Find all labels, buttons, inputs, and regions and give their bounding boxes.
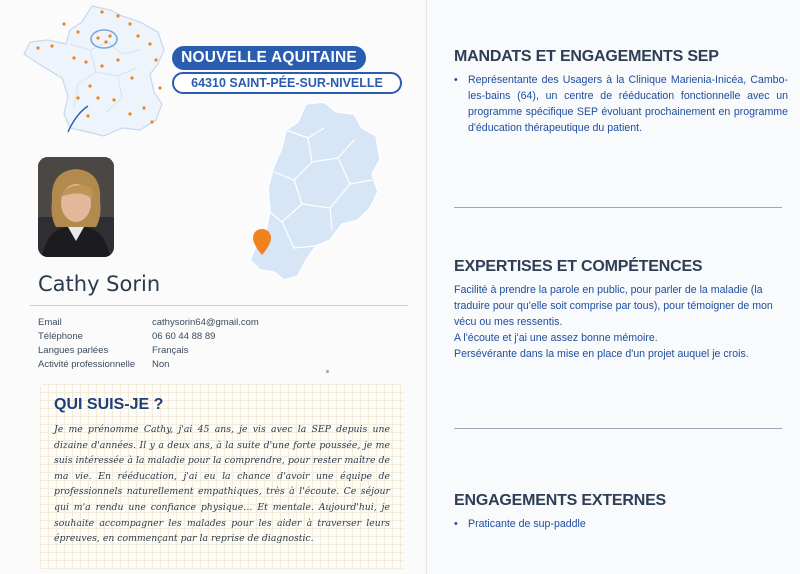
decor-dot: [326, 370, 329, 373]
france-map-icon: [18, 2, 178, 142]
about-text: Je me prénomme Cathy, j'ai 45 ans, je vis avec la SEP depuis une dizaine d'années. Il y a deux ans, à la suite d'une forte poussée, je me suis intéressée à la maladie pour la comprendre, pour rester maître de ma vie. En rééducation, j'ai eu la chance d'avoir une équipe de professionnels naturellement empathiques, très à l'écoute. Ce séjour qui m'a rendu une confiance physique… Et mentale. Aujourd'hui, je souhaite accompagner les malades pour les aider à traverser leurs épreuves, en commençant par la reprise de diagnostic.: [54, 424, 390, 545]
mandats-title: MANDATS ET ENGAGEMENTS SEP: [454, 48, 719, 65]
list-item: • Représentante des Usagers à la Clinique Marienia-Inicéa, Cambo-les-bains (64), un centre de rééducation fonctionnelle avec un programme spécifique SEP évoluant prochainement en programme d'éducation thérapeutique du patient.: [454, 72, 788, 136]
profile-name: Cathy Sorin: [38, 272, 161, 296]
engagements-title: ENGAGEMENTS EXTERNES: [454, 492, 667, 509]
about-box: [40, 384, 404, 570]
expertise-paragraph: Persévérante dans la mise en place d'un projet auquel je crois.: [454, 348, 749, 360]
engagements-list: [454, 516, 788, 532]
languages-value: Français: [152, 345, 189, 356]
expertises-title: EXPERTISES ET COMPÉTENCES: [454, 258, 703, 275]
info-row-email: [38, 316, 259, 330]
divider: [454, 428, 782, 429]
info-row-activity: [38, 358, 259, 372]
city-label: 64310 SAINT-PÉE-SUR-NIVELLE: [172, 72, 402, 94]
mandats-list: [454, 72, 788, 136]
contact-info: [38, 316, 259, 372]
info-label: Langues parlées: [38, 345, 109, 356]
expertise-paragraph: Facilité à prendre la parole en public, pour parler de la maladie (la traduire pour qu'elle soit comprise par tous), pour témoigner de mon vécu ou mes ressentis.: [454, 284, 773, 328]
list-item: • Praticante de sup-paddle: [454, 516, 788, 532]
activity-value: Non: [152, 359, 170, 370]
expertise-paragraph: A l'écoute et j'ai une assez bonne mémoire.: [454, 332, 658, 344]
info-row-languages: [38, 344, 259, 358]
info-label: Téléphone: [38, 331, 83, 342]
email-link[interactable]: [152, 316, 259, 330]
location-pin-icon: [252, 228, 272, 256]
divider: [30, 305, 408, 306]
region-label: NOUVELLE AQUITAINE: [172, 46, 366, 70]
info-label: Email: [38, 317, 62, 328]
phone-value: 06 60 44 88 89: [152, 331, 216, 342]
profile-photo: [38, 157, 114, 257]
info-label: Activité professionnelle: [38, 359, 136, 370]
email-link-text[interactable]: cathysorin64@gmail.com: [152, 317, 259, 328]
expertises-body: [454, 282, 788, 362]
about-title: QUI SUIS-JE ?: [54, 396, 164, 413]
info-row-phone: [38, 330, 259, 344]
divider: [454, 207, 782, 208]
